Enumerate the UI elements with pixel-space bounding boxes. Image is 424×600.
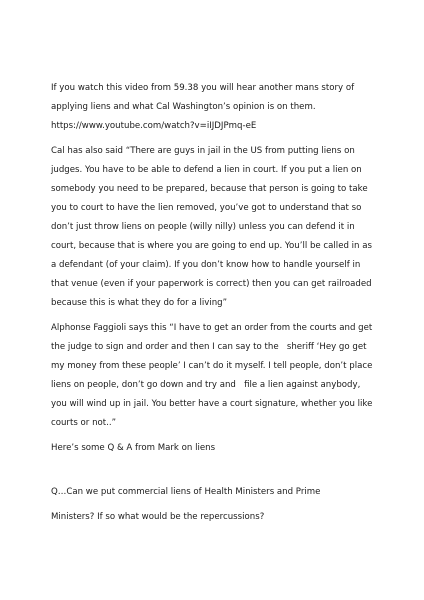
video-link[interactable]: https://www.youtube.com/watch?v=iIJDJPmq-eE [51,121,257,131]
alphonse-quote-line-2: the judge to sign and order and then I can say to the sheriff ‘Hey go get [51,342,367,352]
cal-quote-line-8: that venue (even if your paperwork is correct) then you can get railroaded [51,279,372,289]
alphonse-quote-line-5: you will wind up in jail. You better have a court signature, whether you like [51,399,373,409]
cal-quote-line-5: don’t just throw liens on people (willy nilly) unless you can defend it in [51,222,355,232]
paragraph-1-line-2: applying liens and what Cal Washington’s opinion is on them. [51,102,316,112]
question-line-2: Ministers? If so what would be the repercussions? [51,512,265,522]
cal-quote-line-2: judges. You have to be able to defend a lien in court. If you put a lien on [51,165,362,175]
cal-quote-line-4: you to court to have the lien removed, you’ve got to understand that so [51,203,362,213]
alphonse-quote-line-1: Alphonse Faggioli says this “I have to get an order from the courts and get [51,323,373,333]
alphonse-quote-line-6: courts or not..” [51,418,117,428]
alphonse-quote-line-4: liens on people, don’t go down and try and file a lien against anybody, [51,380,361,390]
cal-quote-line-6: court, because that is where you are going to end up. You’ll be called in as [51,241,372,251]
qa-intro: Here’s some Q & A from Mark on liens [51,443,216,453]
question-line-1: Q…Can we put commercial liens of Health Ministers and Prime [51,487,321,497]
cal-quote-line-7: a defendant (of your claim). If you don’t know how to handle yourself in [51,260,361,270]
paragraph-1-line-1: If you watch this video from 59.38 you will hear another mans story of [51,83,355,93]
cal-quote-line-9: because this is what they do for a living” [51,298,228,308]
alphonse-quote-line-3: my money from these people’ I can’t do it myself. I tell people, don’t place [51,361,373,371]
cal-quote-line-1: Cal has also said “There are guys in jail in the US from putting liens on [51,146,355,156]
cal-quote-line-3: somebody you need to be prepared, because that person is going to take [51,184,368,194]
